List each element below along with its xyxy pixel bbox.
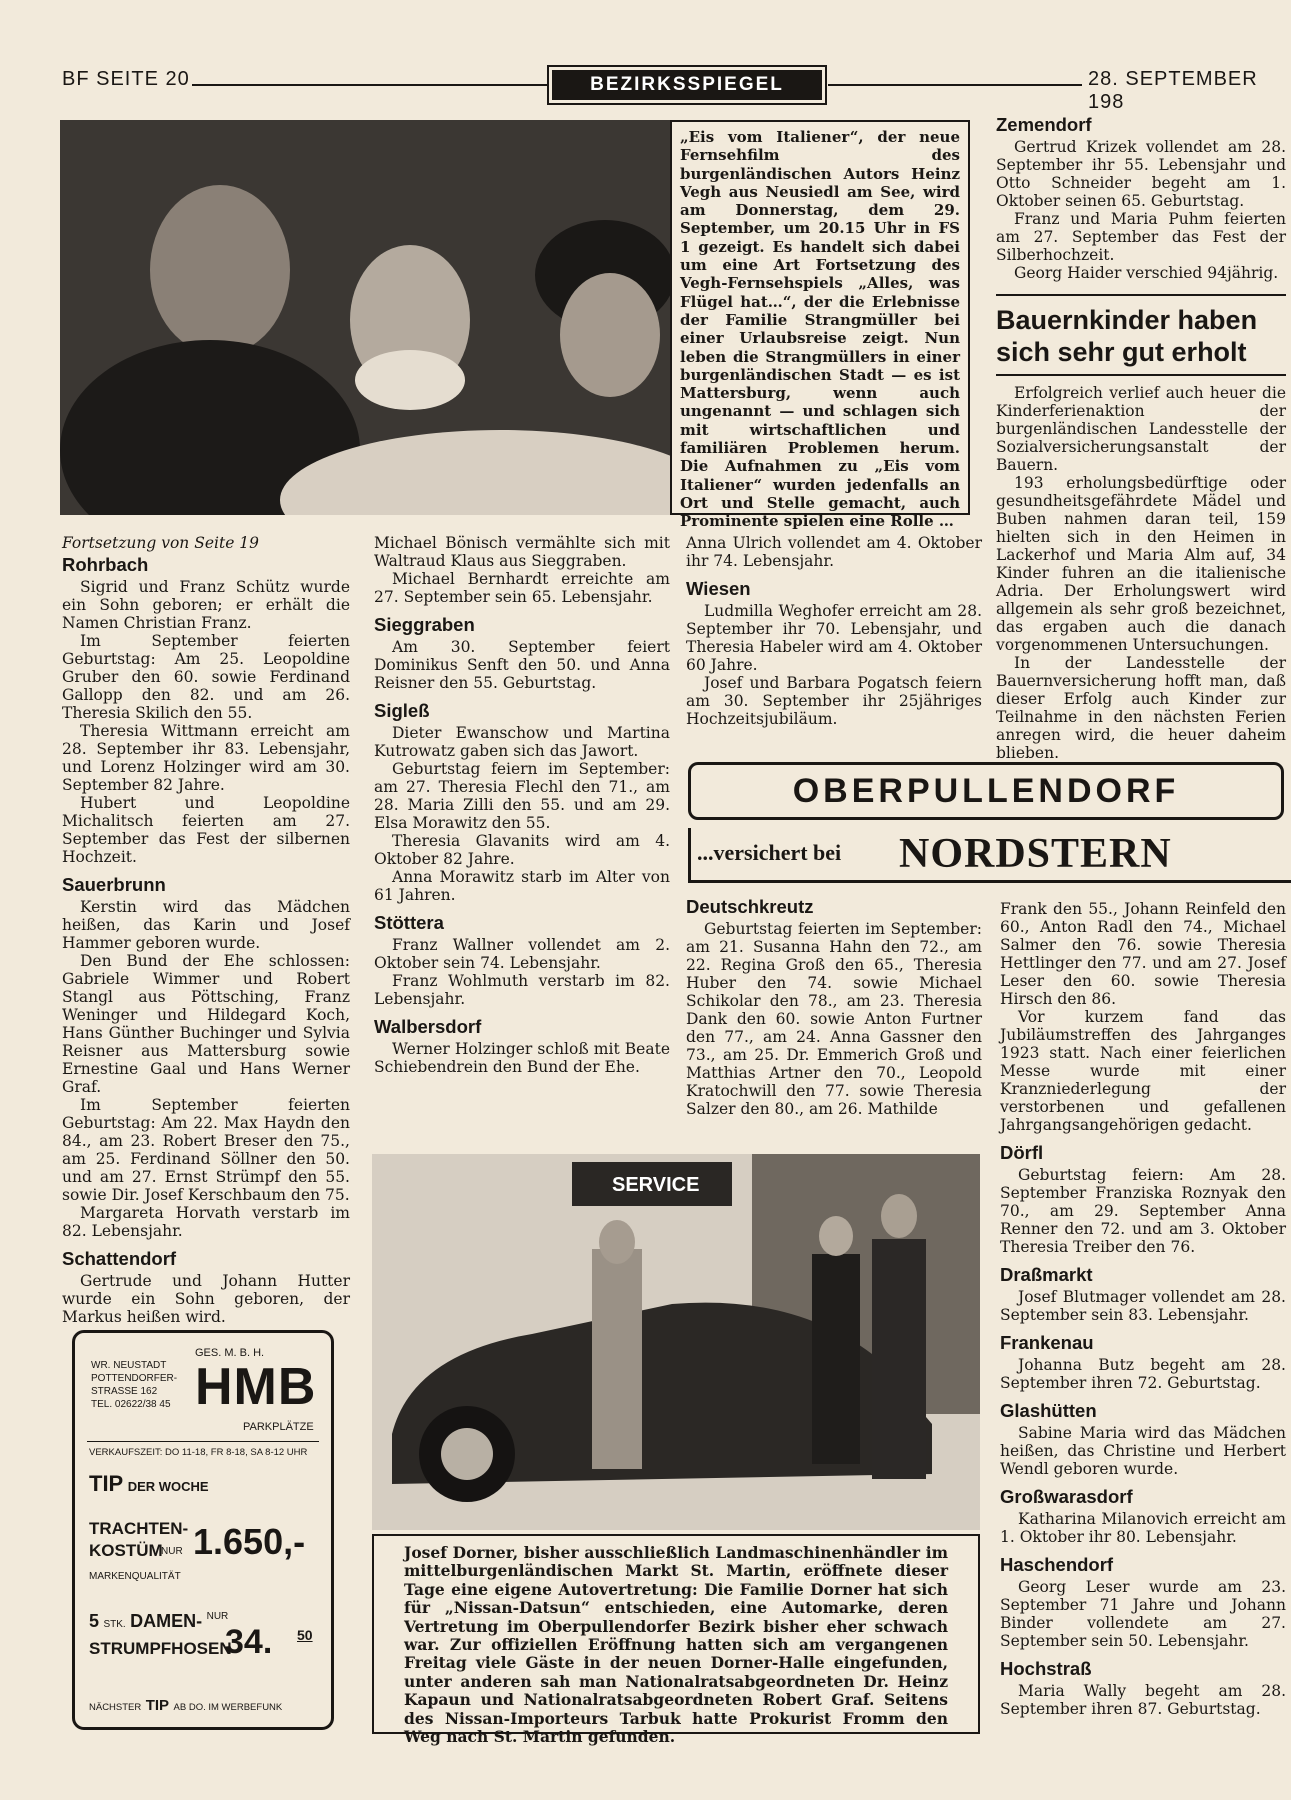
deutschkreutz-text-1: Geburtstag feierten im September: am 21. Susanna Hahn den 72., am 22. Regina Groß den 65., Theresia Huber den 74. sowie Michael Schikolar den 78., am 23. Theresia Dank den 60. sowie Anton Furtner den 77., am 24. Anna Gassner den 73., am 25. Dr. Emmerich Groß und Matthias Artner den 70., Leopold Kratochwill den 77. sowie Theresia Salzer den 80., am 26. Mathilde — [686, 920, 982, 1118]
hmb-item2-cents: 50 — [297, 1627, 313, 1643]
column-1 — [62, 534, 350, 1326]
bauernkinder-headline: Bauernkinder haben sich sehr gut erholt — [996, 305, 1258, 367]
bauernkinder-text-1: Erfolgreich verlief auch heuer die Kinderferienaktion der burgenländischen Landesstelle der Sozialversicherungsanstalt der Bauern. — [996, 384, 1286, 474]
bauernkinder-text-3: In der Landesstelle der Bauernversicherung hofft man, daß dieser Erfolg auch Kinder zur Teilnahme in den nächsten Ferien anregen wird, die heuer daheim blieben. — [996, 654, 1286, 762]
hmb-item1-nur: NUR — [161, 1546, 183, 1557]
section-title-walbersdorf: Walbersdorf — [374, 1016, 482, 1037]
sigless-text-1: Dieter Ewanschow und Martina Kutrowatz gaben sich das Jawort. — [374, 724, 670, 760]
column-right-top — [996, 114, 1286, 762]
hmb-item2-name-b: STRUMPFHOSEN — [89, 1639, 232, 1658]
car-dealer-photo — [372, 1154, 980, 1530]
section-title-deutschkreutz: Deutschkreutz — [686, 896, 814, 917]
page-number: BF SEITE 20 — [62, 68, 190, 90]
stoettera-text-2: Franz Wohlmuth verstarb im 82. Lebensjahr. — [374, 972, 670, 1008]
rohrbach-text-3: Theresia Wittmann erreicht am 28. September ihr 83. Lebensjahr, und Lorenz Holzinger wird am 30. September 82 Jahre. — [62, 722, 350, 794]
column-3 — [686, 534, 982, 728]
hmb-opening-hours: VERKAUFSZEIT: DO 11-18, FR 8-18, SA 8-12 UHR — [89, 1447, 308, 1458]
service-sign: SERVICE — [612, 1174, 700, 1196]
hmb-advertisement — [72, 1330, 334, 1730]
section-title-rohrbach: Rohrbach — [62, 554, 149, 575]
hmb-footer-tip: TIP — [145, 1697, 170, 1714]
tv-film-caption: „Eis vom Italiener“, der neue Fernsehfilm des burgenländischen Autors Heinz Vegh aus Neusiedl am See, wird am Donnerstag, dem 29. September, um 20.15 Uhr in FS 1 gezeigt. Es handelt sich dabei um eine Art Fortsetzung des Vegh-Fernsehspiels „Alles, was Flügel hat…“, der die Erlebnisse der Familie Strangmüller bei einer Urlaubsreise zeigt. Nun leben die Strangmüllers in einer burgenländischen Stadt — es ist Mattersburg, wenn auch ungenannt — und schlagen sich mit wirtschaftlichen und familiären Problemen herum. Die Aufnahmen zu „Eis vom Italiener“ wurden jedenfalls an Ort und Stelle gemacht, auch Prominente spielen eine Rolle … — [670, 120, 970, 515]
oberpullendorf-banner: OBERPULLENDORF — [688, 762, 1284, 820]
section-title-doerfl: Dörfl — [1000, 1142, 1044, 1163]
hmb-tip-week: DER WOCHE — [127, 1479, 209, 1494]
divider — [996, 374, 1286, 376]
rohrbach-text-1: Sigrid und Franz Schütz wurde ein Sohn geboren; er erhält die Namen Christian Franz. — [62, 578, 350, 632]
section-title-wiesen: Wiesen — [686, 578, 751, 599]
tv-film-photo — [60, 120, 670, 515]
walbersdorf-text-1: Werner Holzinger schloß mit Beate Schiebendrein den Bund der Ehe. — [374, 1040, 670, 1076]
hmb-tip-title — [89, 1471, 209, 1497]
hmb-item1-name-a: TRACHTEN- — [89, 1519, 189, 1538]
hmb-parking: PARKPLÄTZE — [243, 1421, 314, 1433]
divider — [87, 1441, 319, 1442]
section-title-sigless: Sigleß — [374, 700, 430, 721]
section-title-stoettera: Stöttera — [374, 912, 444, 933]
section-title-glashuetten: Glashütten — [1000, 1400, 1097, 1421]
hmb-item2-stk: STK. — [103, 1619, 126, 1630]
deutschkreutz-continued: Frank den 55., Johann Reinfeld den 60., Anton Radl den 74., Michael Salmer den 76. sowie Theresia Hettlinger den 77. und am 27. Josef Leser den 60. sowie Theresia Hirsch den 86. — [1000, 900, 1286, 1008]
section-title-sieggraben: Sieggraben — [374, 614, 475, 635]
section-title-frankenau: Frankenau — [1000, 1332, 1094, 1353]
zemendorf-text-3: Georg Haider verschied 94jährig. — [1014, 264, 1279, 282]
header-rule-right — [828, 84, 1082, 86]
deutschkreutz-column — [686, 896, 982, 1118]
sauerbrunn-text-2: Den Bund der Ehe schlossen: Gabriele Wimmer und Robert Stangl aus Pöttsching, Franz Weninger und Hildegard Koch, Hans Günther Buchinger und Sylvia Reisner aus Mattersburg sowie Ernestine Gaal und Hans Werner Graf. — [62, 952, 350, 1096]
hmb-footer-a: NÄCHSTER — [89, 1702, 142, 1713]
sauerbrunn-text-4: Margareta Horvath verstarb im 82. Lebensjahr. — [62, 1204, 350, 1240]
col3-text-0: Anna Ulrich vollendet am 4. Oktober ihr 74. Lebensjahr. — [686, 534, 982, 570]
sigless-text-3: Theresia Glavanits wird am 4. Oktober 82 Jahre. — [374, 832, 670, 868]
section-title-haschendorf: Haschendorf — [1000, 1554, 1114, 1575]
hmb-address-line-2: POTTENDORFER- — [91, 1373, 178, 1384]
hmb-item2-line1 — [89, 1611, 228, 1632]
col2-text-0b: Michael Bernhardt erreichte am 27. September sein 65. Lebensjahr. — [374, 570, 670, 606]
car-dealer-caption: Josef Dorner, bisher ausschließlich Landmaschinenhändler im mittelburgenländischen Markt St. Martin, eröffnete dieser Tage eine eigene Autovertretung: Die Familie Dorner hat sich für „Nissan-Datsun“ entschieden, eine Automarke, deren Vertretung im Oberpullendorfer Bezirk bisher eher schwach war. Zur offiziellen Eröffnung hatten sich am vergangenen Freitag viele Gäste in der neuen Dorner-Halle eingefunden, unter anderen sah man Nationalratsabgeordneten Dr. Heinz Kapaun und Nationalratsabgeordneten Robert Graf. Seitens des Nissan-Importeurs Tarbuk hatte Prokurist Fromm den Weg nach St. Martin gefunden. — [372, 1534, 980, 1734]
hmb-item2-nur: NUR — [206, 1611, 229, 1622]
page-date: 28. SEPTEMBER 198 — [1088, 68, 1258, 113]
hmb-footer-b: AB DO. IM WERBEFUNK — [173, 1702, 283, 1713]
hmb-address — [91, 1359, 177, 1411]
sauerbrunn-text-1: Kerstin wird das Mädchen heißen, das Karin und Josef Hammer geboren wurde. — [62, 898, 350, 952]
hmb-address-line-1: WR. NEUSTADT — [91, 1360, 167, 1371]
grosswarasdorf-text-1: Katharina Milanovich erreicht am 1. Oktober ihr 80. Lebensjahr. — [1000, 1510, 1286, 1546]
zemendorf-text-2: Franz und Maria Puhm feierten am 27. September das Fest der Silberhochzeit. — [996, 210, 1286, 264]
section-title-sauerbrunn: Sauerbrunn — [62, 874, 166, 895]
schattendorf-text-1: Gertrude und Johann Hutter wurde ein Sohn geboren, der Markus heißen wird. — [62, 1272, 350, 1326]
nordstern-brand: NORDSTERN — [899, 831, 1172, 877]
hmb-item2-price: 34. — [225, 1623, 273, 1661]
column-2 — [374, 534, 670, 1076]
section-title-drassmarkt: Draßmarkt — [1000, 1264, 1093, 1285]
hmb-footer — [89, 1697, 282, 1715]
divider — [996, 294, 1286, 296]
haschendorf-text-1: Georg Leser wurde am 23. September 71 Jahre und Johann Binder vollendete am 27. September sein 50. Lebensjahr. — [1000, 1578, 1286, 1650]
hmb-tip-label: TIP — [89, 1471, 124, 1496]
rohrbach-text-4: Hubert und Leopoldine Michalitsch feierten am 27. September das Fest der silbernen Hochzeit. — [62, 794, 350, 866]
car-dealer-photo-scene — [372, 1154, 980, 1530]
hmb-item2-name-a: DAMEN- — [130, 1611, 203, 1631]
sauerbrunn-text-3: Im September feierten Geburtstag: Am 22. Max Haydn den 84., am 23. Robert Breser den 75., am 25. Ferdinand Söllner den 50. und am 27. Ernst Strümpf den 55. sowie Dir. Josef Kerschbaum den 75. — [62, 1096, 350, 1204]
hmb-item1-note: MARKENQUALITÄT — [89, 1571, 181, 1582]
wiesen-text-2: Josef und Barbara Pogatsch feiern am 30. September ihr 25jähriges Hochzeitsjubiläum. — [686, 674, 982, 728]
hmb-item2-qty: 5 — [89, 1611, 100, 1631]
hochstrass-text-1: Maria Wally begeht am 28. September ihren 87. Geburtstag. — [1000, 1682, 1286, 1718]
drassmarkt-text-1: Josef Blutmager vollendet am 28. September sein 83. Lebensjahr. — [1000, 1288, 1286, 1324]
sieggraben-text-1: Am 30. September feiert Dominikus Senft den 50. und Anna Reisner den 55. Geburtstag. — [374, 638, 670, 692]
rohrbach-text-2: Im September feierten Geburtstag: Am 25. Leopoldine Gruber den 60. sowie Ferdinand Gallopp den 82. und am 26. Theresia Skilich den 55. — [62, 632, 350, 722]
zemendorf-text-1: Gertrud Krizek vollendet am 28. September ihr 55. Lebensjahr und Otto Schneider begeht am 1. Oktober seinen 65. Geburtstag. — [996, 138, 1286, 210]
section-title-schattendorf: Schattendorf — [62, 1248, 177, 1269]
hmb-address-line-3: STRASSE 162 — [91, 1386, 158, 1397]
masthead: BEZIRKSSPIEGEL — [552, 70, 822, 100]
hmb-logo: HMB — [195, 1358, 317, 1416]
section-title-zemendorf: Zemendorf — [996, 114, 1092, 135]
section-title-grosswarasdorf: Großwarasdorf — [1000, 1486, 1133, 1507]
sigless-text-4: Anna Morawitz starb im Alter von 61 Jahren. — [374, 868, 670, 904]
col2-text-0: Michael Bönisch vermählte sich mit Waltraud Klaus aus Sieggraben. — [374, 534, 670, 570]
jubilaeum-text: Vor kurzem fand das Jubiläumstreffen des Jahrganges 1923 statt. Nach einer feierlichen Messe wurde mit einer Kranzniederlegung der verstorbenen und gefallenen Jahrgangsangehörigen gedacht. — [1000, 1008, 1286, 1134]
glashuetten-text-1: Sabine Maria wird das Mädchen heißen, das Christine und Herbert Wendl geboren wurde. — [1000, 1424, 1286, 1478]
header-rule-left — [192, 84, 547, 86]
wiesen-text-1: Ludmilla Weghofer erreicht am 28. September ihr 70. Lebensjahr, und Theresia Habeler wird am 4. Oktober 60 Jahre. — [686, 602, 982, 674]
hmb-phone: TEL. 02622/38 45 — [91, 1399, 171, 1410]
continuation-note: Fortsetzung von Seite 19 — [62, 534, 260, 552]
stoettera-text-1: Franz Wallner vollendet am 2. Oktober sein 74. Lebensjahr. — [374, 936, 670, 972]
bauernkinder-text-2: 193 erholungsbedürftige oder gesundheitsgefährdete Mädel und Buben nahmen daran teil, 159 hielten sich in den Heimen in Lackerhof und Maria Alm auf, 34 Kinder fuhren an die italienische Adria. Der Erholungswert wird allgemein als sehr groß bezeichnet, das ergaben auch die danach vorgenommenen Untersuchungen. — [996, 474, 1286, 654]
nordstern-prefix: ...versichert bei — [697, 840, 842, 865]
tv-film-photo-figures — [60, 120, 670, 515]
hmb-item1-price: 1.650,- — [193, 1521, 306, 1562]
nordstern-ad — [688, 828, 1291, 883]
section-title-hochstrass: Hochstraß — [1000, 1658, 1092, 1679]
hmb-company-form: GES. M. B. H. — [195, 1347, 265, 1359]
doerfl-text-1: Geburtstag feiern: Am 28. September Franziska Roznyak den 70., am 29. September Anna Renner den 72. und am 3. Oktober Theresia Treiber den 76. — [1000, 1166, 1286, 1256]
sigless-text-2: Geburtstag feiern im September: am 27. Theresia Flechl den 71., am 28. Maria Zilli den 55. und am 29. Elsa Morawitz den 55. — [374, 760, 670, 832]
column-right-bottom — [1000, 900, 1286, 1718]
frankenau-text-1: Johanna Butz begeht am 28. September ihren 72. Geburtstag. — [1000, 1356, 1286, 1392]
hmb-item1-name-b: KOSTÜM — [89, 1541, 163, 1560]
